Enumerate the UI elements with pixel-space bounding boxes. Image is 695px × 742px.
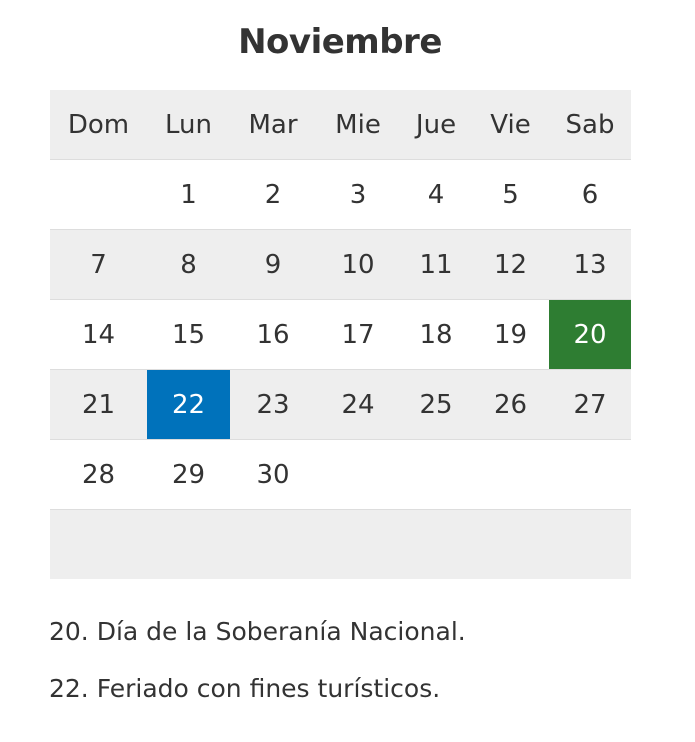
day-cell: 2 bbox=[230, 160, 316, 230]
week-row bbox=[50, 160, 631, 230]
weekday-sab: Sab bbox=[549, 90, 631, 160]
day-cell bbox=[400, 510, 472, 580]
weekday-dom: Dom bbox=[50, 90, 147, 160]
week-row bbox=[50, 300, 631, 370]
day-cell bbox=[230, 510, 316, 580]
week-row bbox=[50, 230, 631, 300]
day-cell: 24 bbox=[316, 370, 400, 440]
day-cell: 1 bbox=[147, 160, 230, 230]
day-cell: 18 bbox=[400, 300, 472, 370]
day-cell: 7 bbox=[50, 230, 147, 300]
day-cell: 14 bbox=[50, 300, 147, 370]
day-cell: 13 bbox=[549, 230, 631, 300]
day-cell bbox=[50, 510, 147, 580]
day-cell: 8 bbox=[147, 230, 230, 300]
weekday-mar: Mar bbox=[230, 90, 316, 160]
day-cell bbox=[400, 440, 472, 510]
day-cell: 10 bbox=[316, 230, 400, 300]
day-cell: 16 bbox=[230, 300, 316, 370]
day-cell: 21 bbox=[50, 370, 147, 440]
day-cell: 26 bbox=[472, 370, 549, 440]
weekday-jue: Jue bbox=[400, 90, 472, 160]
day-cell: 23 bbox=[230, 370, 316, 440]
day-cell bbox=[147, 510, 230, 580]
holiday-day-cell: 20 bbox=[549, 300, 631, 370]
day-cell bbox=[549, 510, 631, 580]
day-cell bbox=[50, 160, 147, 230]
week-row bbox=[50, 370, 631, 440]
weekday-vie: Vie bbox=[472, 90, 549, 160]
day-cell: 17 bbox=[316, 300, 400, 370]
day-cell: 27 bbox=[549, 370, 631, 440]
day-cell: 5 bbox=[472, 160, 549, 230]
day-cell: 3 bbox=[316, 160, 400, 230]
calendar-table bbox=[50, 90, 631, 579]
day-cell bbox=[316, 510, 400, 580]
day-cell bbox=[316, 440, 400, 510]
week-row bbox=[50, 510, 631, 580]
month-title: Noviembre bbox=[238, 22, 442, 62]
day-cell bbox=[472, 510, 549, 580]
holiday-note: 22. Feriado con fines turísticos. bbox=[49, 674, 441, 703]
day-cell: 25 bbox=[400, 370, 472, 440]
day-cell bbox=[472, 440, 549, 510]
day-cell: 6 bbox=[549, 160, 631, 230]
weekday-header-row bbox=[50, 90, 631, 160]
holiday-day-cell: 22 bbox=[147, 370, 230, 440]
day-cell: 19 bbox=[472, 300, 549, 370]
day-cell: 30 bbox=[230, 440, 316, 510]
day-cell: 29 bbox=[147, 440, 230, 510]
holiday-note: 20. Día de la Soberanía Nacional. bbox=[49, 617, 466, 646]
day-cell: 28 bbox=[50, 440, 147, 510]
day-cell: 12 bbox=[472, 230, 549, 300]
day-cell: 15 bbox=[147, 300, 230, 370]
day-cell: 11 bbox=[400, 230, 472, 300]
day-cell bbox=[549, 440, 631, 510]
weekday-mie: Mie bbox=[316, 90, 400, 160]
week-row bbox=[50, 440, 631, 510]
holiday-notes bbox=[49, 612, 679, 726]
day-cell: 4 bbox=[400, 160, 472, 230]
weekday-lun: Lun bbox=[147, 90, 230, 160]
day-cell: 9 bbox=[230, 230, 316, 300]
